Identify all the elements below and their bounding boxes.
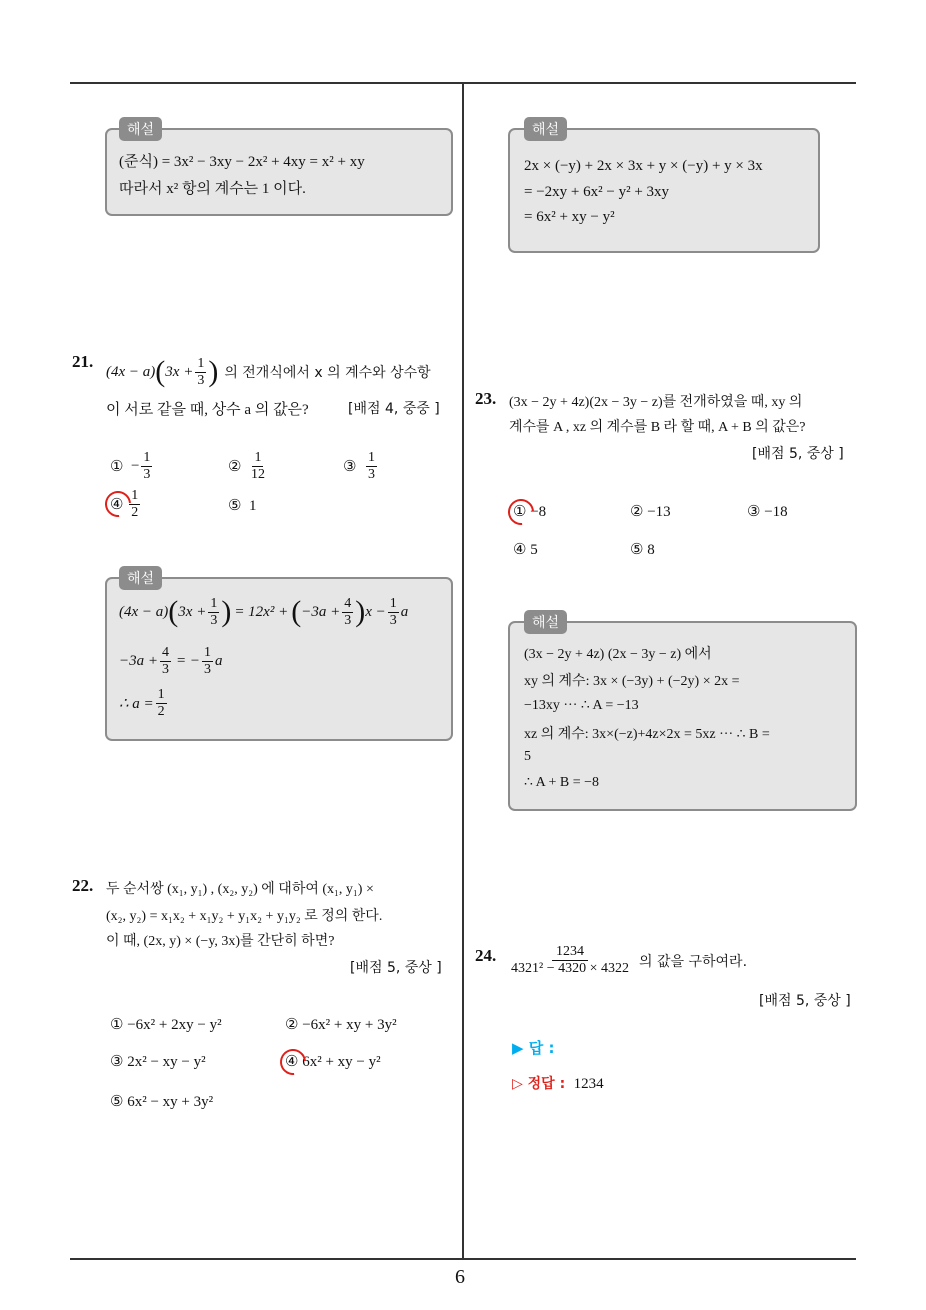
question-21-stem-line2: 이 서로 같을 때, 상수 a 의 값은? xyxy=(106,402,309,418)
solution-line: = 6x² + xy − y² xyxy=(524,209,615,225)
q23-choice-2[interactable]: ② −13 xyxy=(630,504,671,520)
column-divider xyxy=(462,84,464,1260)
q23-choice-3[interactable]: ③ −18 xyxy=(747,504,788,520)
q23-choice-1[interactable]: ① −8 xyxy=(513,504,547,520)
solution-line: = −2xy + 6x² − y² + 3xy xyxy=(524,184,670,200)
q23-choice-5[interactable]: ⑤ 8 xyxy=(630,542,655,558)
answer-input-label[interactable]: ▶ 답 : xyxy=(512,1039,555,1057)
solution-line: ∴ a = $\frac{1}{2}$ xyxy=(119,687,165,719)
solution-line: −13xy ··· ∴ A = −13 xyxy=(524,698,639,713)
q22-choice-4[interactable]: ④ 6x² + xy − y² xyxy=(285,1054,381,1070)
question-number-22: 22. xyxy=(72,876,94,895)
page-number: 6 xyxy=(455,1266,465,1288)
question-22-line2: (x₂, y₂) = x₁x₂ + x₁y₂ + y₁x₂ + y₁y₂ 로 정의 한다. xyxy=(106,909,383,924)
q21-choice-4[interactable]: ④ $\frac{1}{2}$ xyxy=(110,488,139,520)
answer-mark-icon xyxy=(275,1044,312,1081)
solution-line: (4x − a) ( 3x + $\frac{1}{3}$ ) = 12x² + ( −3a + $\frac{4}{3}$ ) x − $\frac{1}{3}$ a xyxy=(119,595,409,628)
solution-box-q21 xyxy=(105,577,453,741)
bottom-rule xyxy=(70,1258,856,1260)
question-23-score: [배점 5, 중상 ] xyxy=(752,446,844,462)
q22-choice-3[interactable]: ③ 2x² − xy − y² xyxy=(110,1054,206,1070)
q22-choice-1[interactable]: ① −6x² + 2xy − y² xyxy=(110,1017,222,1033)
answer-mark-icon xyxy=(503,494,540,531)
question-23-line1: (3x − 2y + 4z)(2x − 3y − z)를 전개하였을 때, xy 의 xyxy=(509,395,803,410)
question-number-24: 24. xyxy=(475,946,497,965)
question-23-line2: 계수를 A , xz 의 계수를 B 라 할 때, A + B 의 값은? xyxy=(509,420,806,435)
solution-line: ∴ A + B = −8 xyxy=(524,775,599,790)
correct-answer xyxy=(512,1073,604,1093)
solution-tag: 해설 xyxy=(119,566,162,590)
question-22-line1: 두 순서쌍 (x₁, y₁) , (x₂, y₂) 에 대하여 (x₁, y₁) × xyxy=(106,882,374,897)
solution-line: xz 의 계수: 3x×(−z)+4z×2x = 5xz ··· ∴ B = xyxy=(524,727,770,742)
q21-choice-1[interactable]: ① − $\frac{1}{3}$ xyxy=(110,450,151,482)
question-number-23: 23. xyxy=(475,389,497,408)
question-22-score: [배점 5, 중상 ] xyxy=(350,960,442,976)
question-21-stem: (4x − a) ( 3x + $\frac{1}{3}$ ) 의 전개식에서 x 의 계수와 상수항 xyxy=(106,355,431,388)
solution-box-q23 xyxy=(508,621,857,811)
question-number-21: 21. xyxy=(72,352,94,371)
solution-line: 2x × (−y) + 2x × 3x + y × (−y) + y × 3x xyxy=(524,158,763,174)
question-22-line3: 이 때, (2x, y) × (−y, 3x)를 간단히 하면? xyxy=(106,934,335,949)
question-24-stem: $\frac{1234}{\text{4321² − 4320 × 4322}}$ 의 값을 구하여라. xyxy=(511,944,748,976)
solution-line: (3x − 2y + 4z) (2x − 3y − z) 에서 xyxy=(524,647,712,662)
solution-tag: 해설 xyxy=(524,117,567,141)
solution-box-q22 xyxy=(508,128,820,253)
q21-choice-5[interactable]: ⑤ 1 xyxy=(228,498,257,514)
solution-line: −3a + $\frac{4}{3}$ = − $\frac{1}{3}$ a xyxy=(119,645,223,677)
solution-box-q20 xyxy=(105,128,453,216)
question-24-score: [배점 5, 중상 ] xyxy=(759,993,851,1009)
solution-line: 5 xyxy=(524,749,531,764)
correct-answer-label: ▷ 정답 : xyxy=(512,1076,566,1092)
solution-tag: 해설 xyxy=(524,610,567,634)
solution-line: (준식) = 3x² − 3xy − 2x² + 4xy = x² + xy xyxy=(119,154,365,170)
q21-choice-2[interactable]: ② $\frac{1}{12}$ xyxy=(228,450,265,482)
q21-choice-3[interactable]: ③ $\frac{1}{3}$ xyxy=(343,450,375,482)
question-21-score: [배점 4, 중중 ] xyxy=(348,401,440,417)
solution-line: 따라서 x² 항의 계수는 1 이다. xyxy=(119,181,306,197)
q23-choice-4[interactable]: ④ 5 xyxy=(513,542,538,558)
solution-tag: 해설 xyxy=(119,117,162,141)
solution-line: xy 의 계수: 3x × (−3y) + (−2y) × 2x = xyxy=(524,674,740,689)
correct-answer-value: 1234 xyxy=(573,1076,604,1092)
q22-choice-5[interactable]: ⑤ 6x² − xy + 3y² xyxy=(110,1094,214,1110)
q22-choice-2[interactable]: ② −6x² + xy + 3y² xyxy=(285,1017,397,1033)
